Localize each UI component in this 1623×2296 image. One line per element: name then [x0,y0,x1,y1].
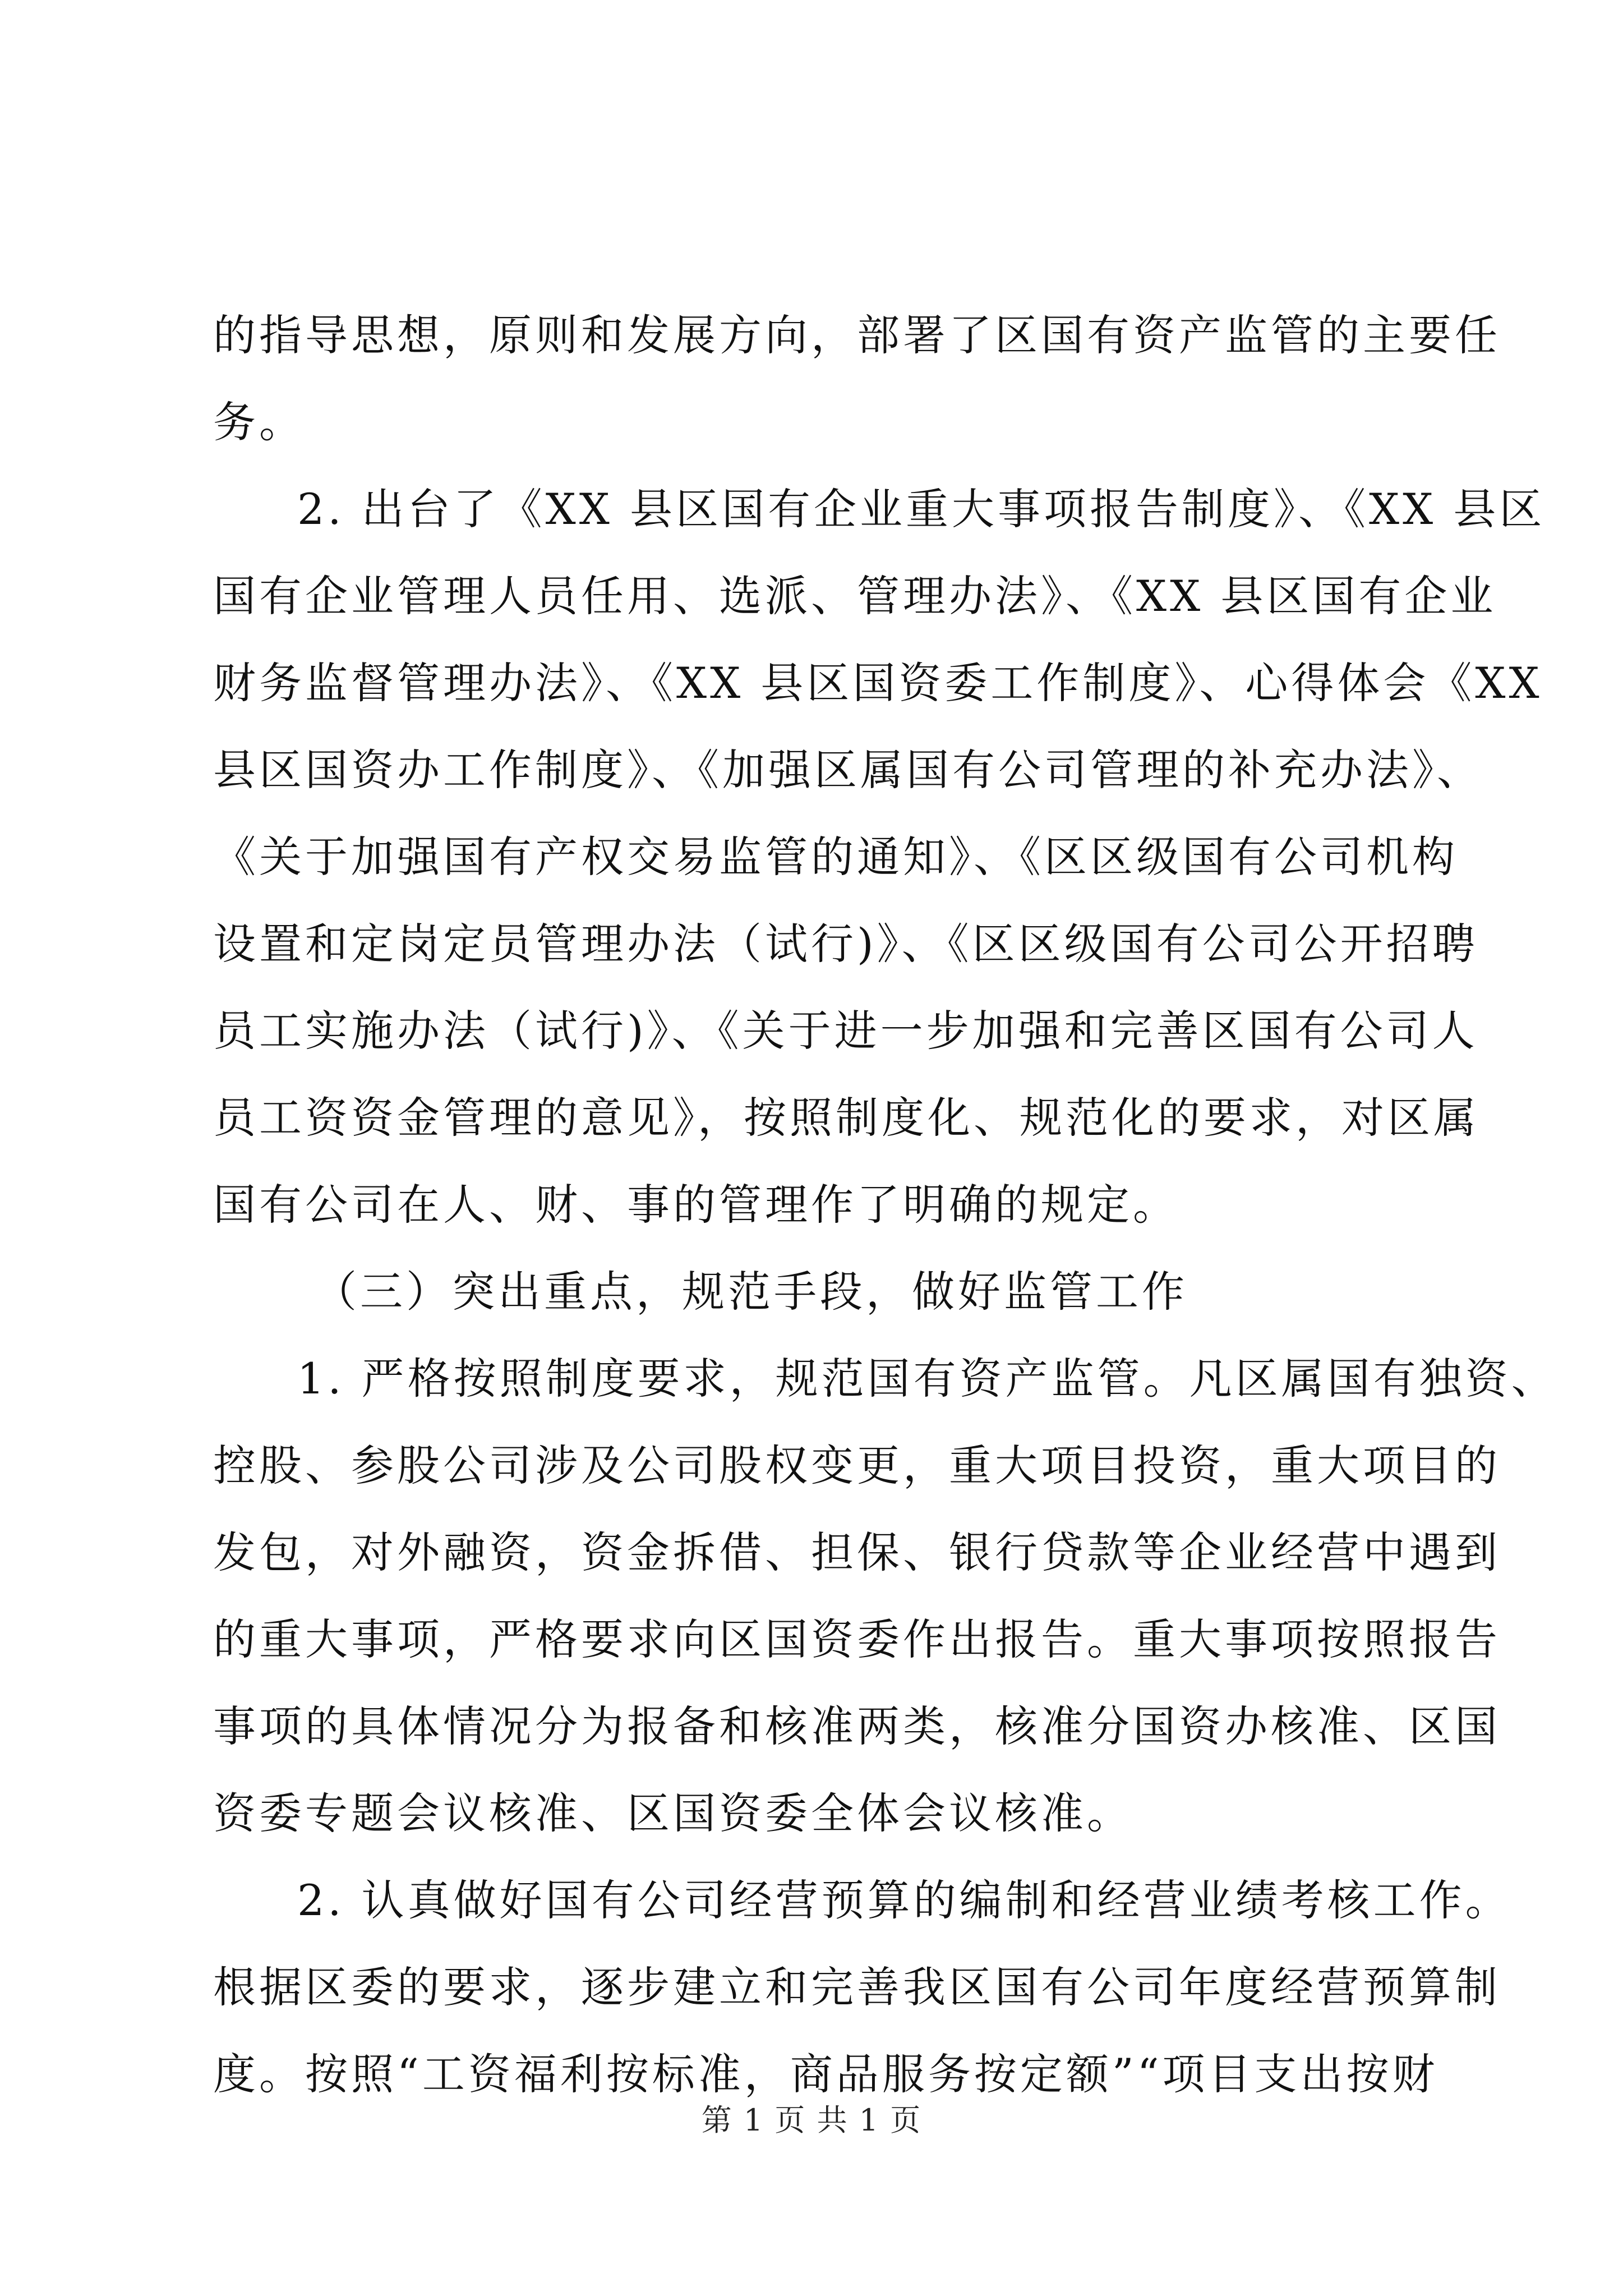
text-line: 《关于加强国有产权交易监管的通知》、《区区级国有公司机构 [213,832,1458,882]
text-line: 国有公司在人、财、事的管理作了明确的规定。 [213,1180,1179,1230]
text-line: 务。 [213,397,305,447]
text-line: 事项的具体情况分为报备和核准两类，核准分国资办核准、区国 [213,1701,1501,1751]
text-line: 2. 认真做好国有公司经营预算的编制和经营业绩考核工作。 [297,1875,1511,1925]
text-line: 度。按照“工资福利按标准，商品服务按定额”“项目支出按财 [213,2049,1438,2099]
text-line: 的重大事项，严格要求向区国资委作出报告。重大事项按照报告 [213,1614,1501,1664]
text-line: 财务监督管理办法》、《XX 县区国资委工作制度》、心得体会《XX [213,658,1543,708]
document-body [213,292,1557,2118]
text-line: 控股、参股公司涉及公司股权变更，重大项目投资，重大项目的 [213,1441,1501,1490]
page-footer: 第 1 页 共 1 页 [701,2102,922,2138]
text-line: 根据区委的要求，逐步建立和完善我区国有公司年度经营预算制 [213,1962,1501,2012]
text-line: 国有企业管理人员任用、选派、管理办法》、《XX 县区国有企业 [213,571,1497,621]
text-line: 1. 严格按照制度要求，规范国有资产监管。凡区属国有独资、 [297,1354,1557,1404]
text-line: 员工资资金管理的意见》，按照制度化、规范化的要求，对区属 [213,1093,1479,1143]
text-line: 员工实施办法（试行)》、《关于进一步加强和完善区国有公司人 [213,1006,1478,1056]
text-line: 2. 出台了《XX 县区国有企业重大事项报告制度》、《XX 县区 [297,484,1546,534]
section-heading: （三）突出重点，规范手段，做好监管工作 [314,1267,1188,1317]
text-line: 县区国资办工作制度》、《加强区属国有公司管理的补充办法》、 [213,745,1483,795]
text-line: 设置和定岗定员管理办法（试行)》、《区区级国有公司公开招聘 [213,919,1478,969]
text-line: 资委专题会议核准、区国资委全体会议核准。 [213,1788,1133,1838]
text-line: 的指导思想，原则和发展方向，部署了区国有资产监管的主要任 [213,310,1501,360]
text-line: 发包，对外融资，资金拆借、担保、银行贷款等企业经营中遇到 [213,1527,1501,1577]
